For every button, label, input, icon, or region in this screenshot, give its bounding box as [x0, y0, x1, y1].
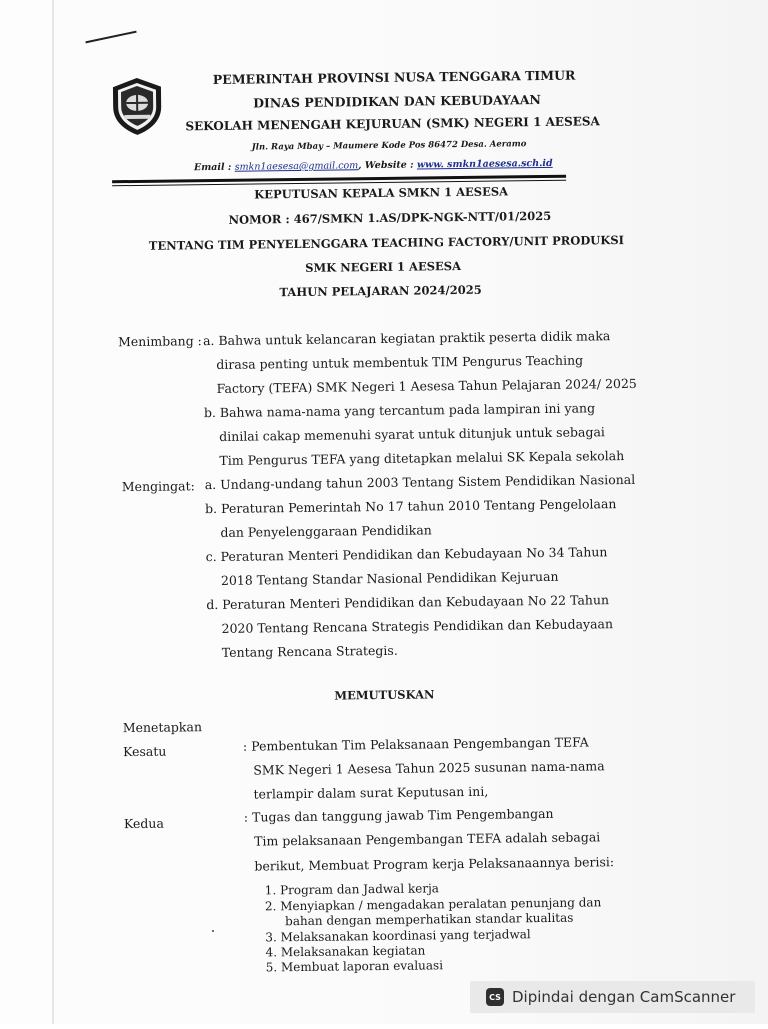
kesatu-line: : Pembentukan Tim Pelaksanaan Pengembangan TEFA: [242, 734, 589, 754]
title-line-1: KEPUTUSAN KEPALA SMKN 1 AESESA: [254, 184, 509, 202]
kedua-label: Kedua: [123, 815, 164, 832]
email-label: Email :: [193, 161, 232, 174]
task-list-item: 3. Melaksanakan koordinasi yang terjadwal: [265, 927, 531, 945]
website-link[interactable]: www. smkn1aesesa.sch.id: [416, 157, 553, 171]
mengingat-line: dan Penyelenggaraan Pendidikan: [220, 522, 432, 540]
task-list-item: 5. Membuat laporan evaluasi: [265, 958, 444, 975]
mengingat-line: Tentang Rencana Strategis.: [221, 642, 398, 660]
menimbang-line: Factory (TEFA) SMK Negeri 1 Aesesa Tahun Pelajaran 2024/ 2025: [216, 375, 637, 396]
website-label: , Website :: [358, 159, 414, 172]
menimbang-line: dirasa penting untuk membentuk TIM Pengurus Teaching: [216, 352, 584, 372]
letterhead-line-3: SEKOLAH MENENGAH KEJURUAN (SMK) NEGERI 1 AESESA: [185, 114, 600, 134]
scan-speck: [212, 930, 214, 932]
kedua-line: berikut, Membuat Program kerja Pelaksanaannya berisi:: [254, 854, 615, 874]
memutuskan-heading: MEMUTUSKAN: [334, 687, 435, 703]
letterhead-address: Jln. Raya Mbay – Maumere Kode Pos 86472 Desa. Aeramo: [251, 139, 527, 153]
title-line-2: NOMOR : 467/SMKN 1.AS/DPK-NGK-NTT/01/2025: [228, 208, 552, 227]
menimbang-line: Tim Pengurus TEFA yang ditetapkan melalui SK Kepala sekolah: [219, 448, 625, 468]
task-list-item: 2. Menyiapkan / mengadakan peralatan penunjang dan: [264, 895, 602, 914]
kesatu-line: terlampir dalam surat Keputusan ini,: [253, 783, 489, 802]
mengingat-label: Mengingat:: [121, 478, 195, 495]
kedua-line: Tim pelaksanaan Pengembangan TEFA adalah sebagai: [254, 829, 601, 849]
letterhead-line-1: PEMERINTAH PROVINSI NUSA TENGGARA TIMUR: [212, 67, 576, 88]
mengingat-line: 2020 Tentang Rencana Strategis Pendidikan dan Kebudayaan: [221, 616, 614, 636]
email-link[interactable]: smkn1aesesa@gmail.com: [234, 160, 359, 173]
letterhead-line-2: DINAS PENDIDIKAN DAN KEBUDAYAAN: [253, 92, 542, 111]
provincial-emblem-logo: [106, 75, 169, 138]
menimbang-line: a. Bahwa untuk kelancaran kegiatan praktik peserta didik maka: [202, 328, 611, 349]
menimbang-label: Menimbang :: [117, 333, 202, 350]
title-line-5: TAHUN PELAJARAN 2024/2025: [279, 282, 482, 300]
mengingat-line: a. Undang-undang tahun 2003 Tentang Sistem Pendidikan Nasional: [204, 471, 636, 493]
menimbang-line: dinilai cakap memenuhi syarat untuk ditunjuk untuk sebagai: [219, 424, 605, 444]
title-line-3: TENTANG TIM PENYELENGGARA TEACHING FACTORY/UNIT PRODUKSI: [148, 233, 625, 253]
mengingat-line: 2018 Tentang Standar Nasional Pendidikan Kejuruan: [220, 568, 559, 588]
task-list-item: bahan dengan memperhatikan standar kualitas: [285, 910, 574, 929]
mengingat-line: b. Peraturan Pemerintah No 17 tahun 2010 Tentang Pengelolaan: [205, 496, 617, 517]
kesatu-label: Kesatu: [122, 743, 167, 760]
camscanner-logo-icon: CS: [486, 988, 504, 1006]
task-list-item: 4. Melaksanakan kegiatan: [265, 943, 426, 960]
kedua-line: : Tugas dan tanggung jawab Tim Pengembangan: [243, 805, 554, 825]
task-list-item: 1. Program dan Jadwal kerja: [264, 881, 439, 898]
camscanner-watermark: [470, 981, 755, 1013]
letterhead-contact: [194, 158, 553, 173]
title-line-4: SMK NEGERI 1 AESESA: [305, 258, 462, 275]
camscanner-text: Dipindai dengan CamScanner: [512, 988, 736, 1006]
menimbang-line: b. Bahwa nama-nama yang tercantum pada lampiran ini yang: [203, 400, 596, 421]
kesatu-line: SMK Negeri 1 Aesesa Tahun 2025 susunan nama-nama: [253, 758, 605, 778]
mengingat-line: c. Peraturan Menteri Pendidikan dan Kebudayaan No 34 Tahun: [205, 544, 608, 565]
menetapkan-label: Menetapkan: [122, 719, 203, 736]
mengingat-line: d. Peraturan Menteri Pendidikan dan Kebudayaan No 22 Tahun: [206, 592, 610, 613]
